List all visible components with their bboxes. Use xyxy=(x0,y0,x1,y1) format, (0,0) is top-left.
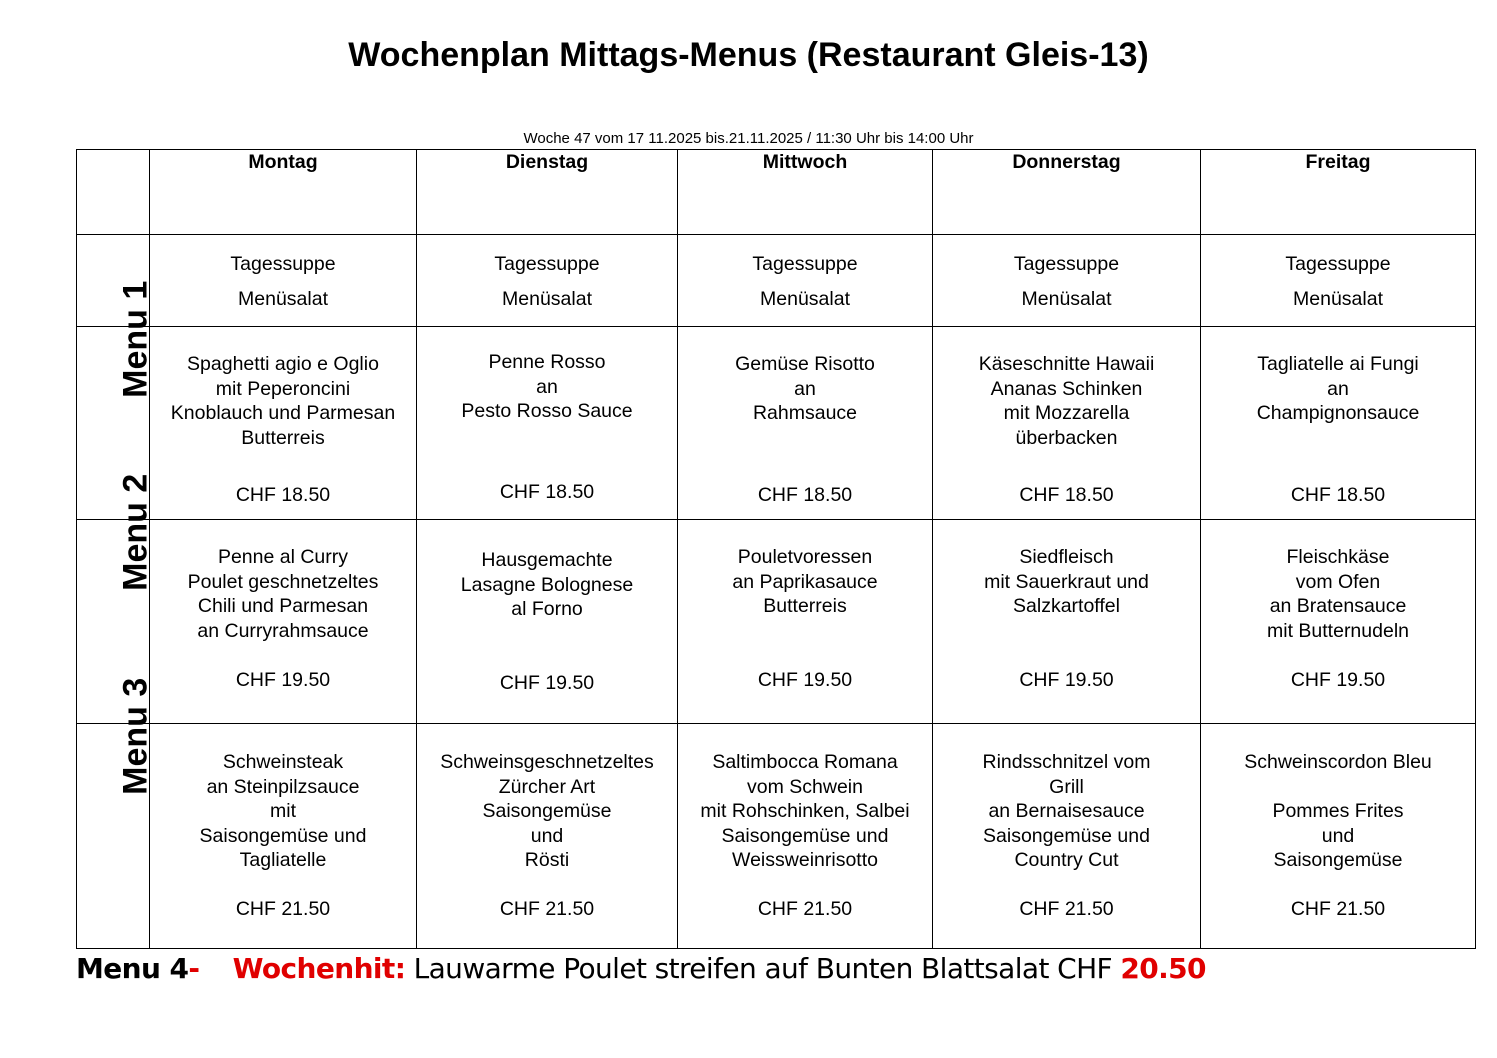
dish-cell xyxy=(417,724,678,949)
menu-row xyxy=(77,724,1476,949)
day-header: Mittwoch xyxy=(678,150,933,235)
menu-table xyxy=(76,149,1476,949)
starter-cell xyxy=(678,235,933,327)
day-header-row xyxy=(77,150,1476,235)
dish-description: Gemüse Risotto an Rahmsauce xyxy=(735,353,875,424)
salad-text: Menüsalat xyxy=(502,288,592,310)
dish-cell xyxy=(1201,724,1476,949)
dish-description: Schweinsgeschnetzeltes Zürcher Art Saisongemüse und Rösti xyxy=(440,751,654,871)
menu-row xyxy=(77,327,1476,520)
soup-text: Tagessuppe xyxy=(752,253,858,275)
day-header: Montag xyxy=(150,150,417,235)
week-subtitle: Woche 47 vom 17 11.2025 bis.21.11.2025 / 11:30 Uhr bis 14:00 Uhr xyxy=(523,130,974,147)
dish-cell xyxy=(150,724,417,949)
dish-cell xyxy=(933,724,1201,949)
dish-price: CHF 19.50 xyxy=(757,669,853,691)
dish-cell xyxy=(1201,520,1476,724)
dish-price: CHF 19.50 xyxy=(1019,669,1114,691)
dish-description: Pouletvoressen an Paprikasauce Butterreis xyxy=(732,546,878,617)
soup-text: Tagessuppe xyxy=(1285,253,1391,275)
dish-price: CHF 18.50 xyxy=(499,481,595,503)
weekly-special xyxy=(76,952,1206,985)
dish-cell xyxy=(150,327,417,520)
salad-text: Menüsalat xyxy=(1021,288,1112,310)
dish-price: CHF 19.50 xyxy=(235,669,331,691)
wochenhit-price: 20.50 xyxy=(1120,952,1206,985)
salad-text: Menüsalat xyxy=(760,288,850,310)
soup-text: Tagessuppe xyxy=(494,253,600,275)
page-title: Wochenplan Mittags-Menus (Restaurant Gleis-13) xyxy=(348,36,1149,74)
dish-description: Siedfleisch mit Sauerkraut und Salzkartoffel xyxy=(984,546,1149,617)
wochenhit-text: Lauwarme Poulet streifen auf Bunten Blattsalat CHF xyxy=(413,952,1113,985)
dish-price: CHF 18.50 xyxy=(757,484,853,506)
soup-text: Tagessuppe xyxy=(230,253,336,275)
dish-price: CHF 21.50 xyxy=(499,898,595,920)
dish-description: Spaghetti agio e Oglio mit Peperoncini Knoblauch und Parmesan Butterreis xyxy=(170,353,396,449)
dish-description: Saltimbocca Romana vom Schwein mit Rohschinken, Salbei Saisongemüse und Weissweinrisotto xyxy=(700,751,910,871)
dish-price: CHF 19.50 xyxy=(1290,669,1386,691)
dish-description: Käseschnitte Hawaii Ananas Schinken mit Mozzarella überbacken xyxy=(978,353,1155,449)
dish-price: CHF 21.50 xyxy=(757,898,853,920)
dish-cell xyxy=(1201,327,1476,520)
day-header: Dienstag xyxy=(417,150,678,235)
salad-text: Menüsalat xyxy=(238,288,328,310)
day-header: Donnerstag xyxy=(933,150,1201,235)
dish-cell xyxy=(933,327,1201,520)
starter-cell xyxy=(150,235,417,327)
dish-description: Tagliatelle ai Fungi an Champignonsauce xyxy=(1256,353,1420,424)
dish-price: CHF 21.50 xyxy=(235,898,331,920)
dish-price: CHF 18.50 xyxy=(1290,484,1386,506)
menu-label-cell xyxy=(77,677,155,949)
menu-label: Menu 2 xyxy=(116,473,155,591)
dish-cell xyxy=(417,520,678,724)
dish-cell xyxy=(417,327,678,520)
dish-price: CHF 18.50 xyxy=(1019,484,1114,506)
dish-description: Schweinsteak an Steinpilzsauce mit Saisongemüse und Tagliatelle xyxy=(199,751,367,871)
dish-cell xyxy=(933,520,1201,724)
starter-cell xyxy=(933,235,1201,327)
menu-label: Menu 3 xyxy=(116,677,155,795)
dish-price: CHF 19.50 xyxy=(499,672,595,694)
dish-description: Fleischkäse vom Ofen an Bratensauce mit Butternudeln xyxy=(1267,546,1409,642)
salad-text: Menüsalat xyxy=(1293,288,1383,310)
dish-cell xyxy=(678,520,933,724)
dish-description: Penne al Curry Poulet geschnetzeltes Chili und Parmesan an Curryrahmsauce xyxy=(187,546,379,642)
menu4-label: Menu 4 xyxy=(76,952,189,985)
starter-row xyxy=(77,235,1476,327)
dish-cell xyxy=(678,724,933,949)
dish-description: Rindsschnitzel vom Grill an Bernaisesauce Saisongemüse und Country Cut xyxy=(982,751,1151,871)
day-header: Freitag xyxy=(1201,150,1476,235)
dish-cell xyxy=(678,327,933,520)
menu-row xyxy=(77,520,1476,724)
starter-cell xyxy=(1201,235,1476,327)
menu4-dash: - xyxy=(188,952,200,985)
dish-description: Hausgemachte Lasagne Bolognese al Forno xyxy=(460,549,634,620)
dish-price: CHF 18.50 xyxy=(235,484,331,506)
dish-cell xyxy=(150,520,417,724)
soup-text: Tagessuppe xyxy=(1013,253,1120,275)
starter-cell xyxy=(417,235,678,327)
dish-price: CHF 21.50 xyxy=(1290,898,1386,920)
dish-price: CHF 21.50 xyxy=(1019,898,1114,920)
dish-description: Penne Rosso an Pesto Rosso Sauce xyxy=(461,351,633,422)
wochenhit-label: Wochenhit: xyxy=(232,952,406,985)
menu-label: Menu 1 xyxy=(116,280,155,398)
dish-description: Schweinscordon Bleu Pommes Frites und Saisongemüse xyxy=(1244,751,1432,871)
corner-cell xyxy=(77,150,150,235)
